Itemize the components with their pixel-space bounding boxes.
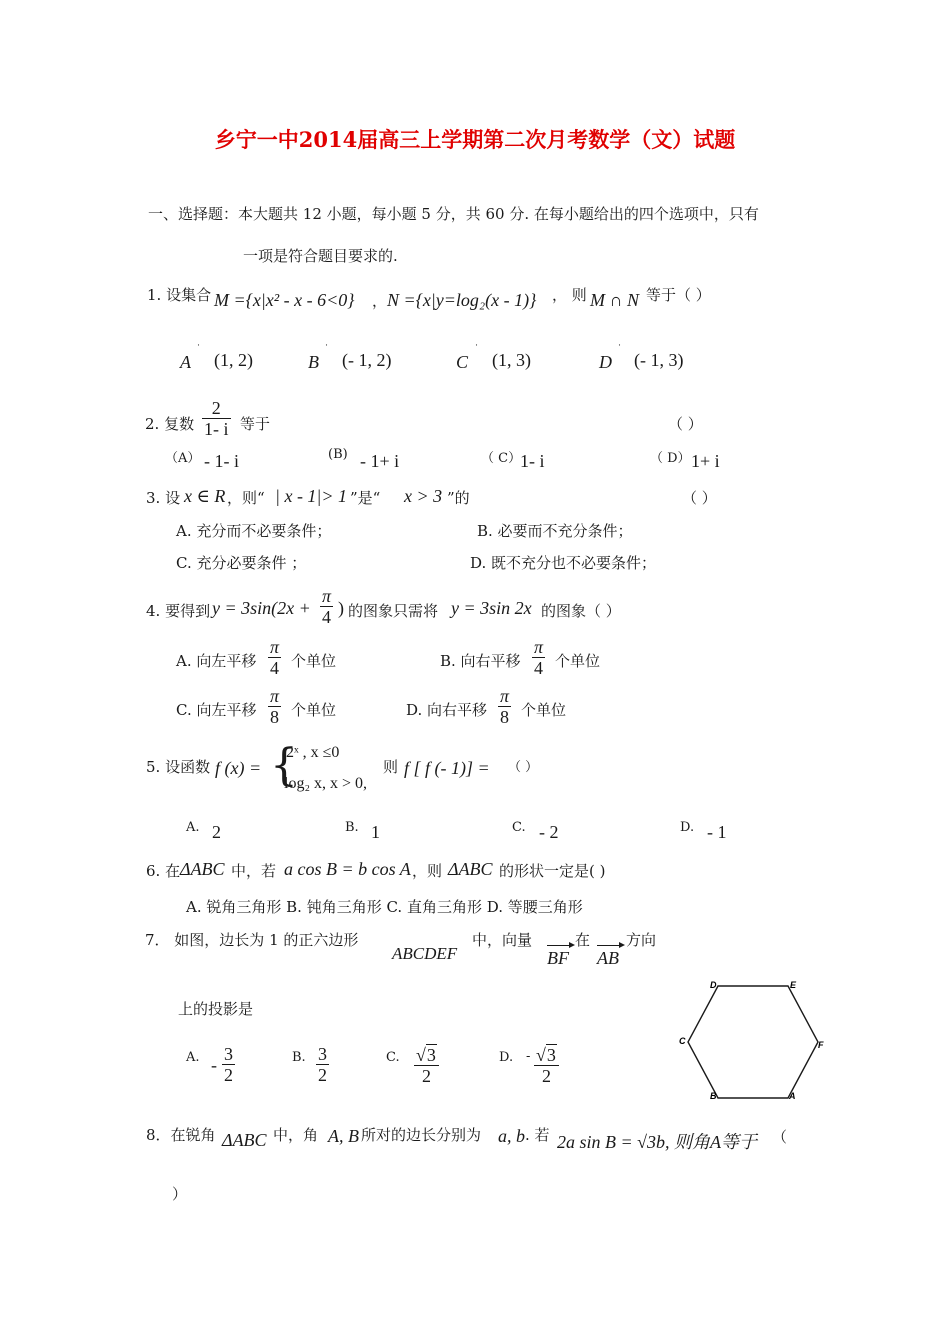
q8-ab: A, B (328, 1126, 359, 1146)
q6-suffix: 的形状一定是( ) (499, 862, 606, 880)
frac-num: 3 (318, 1044, 327, 1064)
q5-opt-a-value: 2 (212, 822, 221, 842)
q4-opt-d: D. 向右平移 (406, 701, 488, 719)
q2-suffix: 等于 (240, 415, 271, 433)
q7-vec1-wrap (547, 948, 569, 969)
q8-tri: ΔABC (222, 1130, 267, 1150)
q1-opt-d-value: (- 1, 3) (634, 350, 684, 370)
q4-paren-close: ) (338, 598, 344, 618)
q4-opt-d-frac (498, 686, 511, 727)
vertex-label-d: D (710, 980, 717, 990)
q1-opt-a-label: A (180, 352, 191, 372)
q7-opt-a-minus: - (211, 1055, 217, 1075)
q7-mid1: 中，向量 (472, 931, 533, 949)
q4-opt-a-unit: 个单位 (291, 652, 337, 670)
q4-opt-c: C. 向左平移 (176, 701, 257, 719)
q5-opt-c-label: C. (512, 820, 526, 835)
q5-opt-b-label: B. (345, 820, 359, 835)
q6-tri: ΔABC (180, 859, 225, 879)
q2-paren: （ ） (668, 415, 703, 433)
q6-mid1: 中，若 (231, 862, 277, 880)
q3-cond2: | x - 1|> 1 (275, 486, 348, 506)
frac-num: π (270, 686, 280, 706)
q4-suffix: 的图象（ ） (541, 602, 621, 620)
q8-mid3: . 若 (525, 1126, 550, 1144)
dot-mark: ˙ (617, 344, 622, 355)
q8-ab2: a, b (498, 1126, 525, 1146)
q2-prefix: 2. 复数 (145, 415, 195, 433)
frac-den: 2 (534, 1065, 559, 1086)
q2-den: 1- i (204, 419, 229, 439)
q8-mid2: 所对的边长分别为 (361, 1126, 482, 1144)
q1-opt-d-label: D (599, 352, 612, 372)
q1-opt-b-value: (- 1, 2) (342, 350, 392, 370)
q3-opt-c: C. 充分必要条件 ； (176, 554, 307, 572)
q1-prefix: 1. 设集合 (147, 286, 212, 304)
q5-prefix: 5. 设函数 (146, 758, 211, 776)
q3-prefix: 3. 设 (146, 489, 181, 507)
q7-vec2: AB (597, 948, 619, 968)
frac-den: 4 (268, 657, 281, 678)
q2-opt-a-label: （A） (165, 451, 201, 466)
vertex-label-b: B (710, 1091, 717, 1101)
q6-options: A. 锐角三角形 B. 钝角三角形 C. 直角三角形 D. 等腰三角形 (186, 898, 583, 916)
q7-hex: ABCDEF (392, 944, 458, 963)
q2-opt-c-label: （ C） (481, 451, 522, 466)
q4-four: 4 (320, 606, 333, 627)
frac-den: 2 (318, 1065, 327, 1085)
page-title: 乡宁一中2014届高三上学期第二次月考数学（文）试题 (214, 127, 736, 152)
q2-fraction (202, 398, 231, 439)
q4-opt-c-frac (268, 686, 281, 727)
q5-paren: （ ） (508, 760, 539, 775)
q2-opt-c-value: 1- i (520, 451, 545, 471)
q5-then: 则 (383, 758, 399, 776)
q4-func1: y = 3sin(2x + (212, 598, 311, 618)
q3-mid2: ”是“ (350, 489, 381, 507)
q6-mid2: ，则 (412, 862, 443, 880)
q4-pi: π (322, 586, 332, 606)
dot-mark: ˙ (196, 344, 201, 355)
q3-cond3: x > 3 (404, 486, 443, 506)
q8-prefix: 8．在锐角 (146, 1126, 216, 1144)
hexagon-figure (676, 978, 826, 1102)
q5-opt-b-value: 1 (371, 822, 380, 842)
frac-num: π (500, 686, 510, 706)
section-instructions-cont: 一项是符合题目要求的. (243, 247, 398, 265)
q2-opt-d-value: 1+ i (691, 451, 720, 471)
q5-expr: f [ f (- 1)] = (404, 758, 490, 778)
q3-mid1: ，则“ (227, 489, 265, 507)
q7-opt-a-frac (222, 1044, 235, 1085)
vertex-label-a: A (789, 1091, 796, 1101)
q1-set-m: M ={x|x² - x - 6<0} (214, 290, 355, 310)
q7-vec2-wrap (597, 948, 619, 969)
sqrt-radicand: 3 (426, 1045, 436, 1065)
q3-cond1: x ∈ R (184, 486, 226, 506)
q7-opt-d-minus: - (526, 1049, 531, 1064)
vertex-label-e: E (790, 980, 797, 990)
q1-opt-c-value: (1, 3) (492, 350, 531, 370)
q7-opt-d-frac: $\frac{√3}{2}$ (534, 1044, 559, 1086)
sqrt-radicand: 3 (546, 1045, 556, 1065)
q6-prefix: 6. 在 (146, 862, 181, 880)
q5-case2: log₂ x, x > 0, (284, 775, 368, 792)
frac-num: 3 (224, 1044, 233, 1064)
frac-den: 2 (224, 1065, 233, 1085)
q4-prefix: 4. 要得到 (146, 602, 211, 620)
q4-opt-b-unit: 个单位 (555, 652, 601, 670)
vertex-label-f: F (818, 1040, 824, 1050)
q5-opt-d-label: D. (680, 820, 695, 835)
piecewise-brace: { (270, 740, 298, 791)
q7-opt-c-label: C. (386, 1050, 400, 1065)
q2-opt-b-label: (B) (328, 447, 348, 462)
q4-opt-a-frac (268, 637, 281, 678)
q7-vec1: BF (547, 948, 569, 968)
q4-opt-b: B. 向右平移 (440, 652, 521, 670)
q8-paren-open: （ (772, 1128, 788, 1146)
q7-opt-b-frac (316, 1044, 329, 1085)
q5-opt-a-label: A. (186, 820, 200, 835)
q5-case1: 2ˣ , x ≤0 (286, 744, 340, 761)
q1-then: ， 则 (552, 286, 587, 304)
q4-opt-b-frac (532, 637, 545, 678)
q7-opt-d-label: D. (499, 1050, 514, 1065)
q7-suffix: 方向 (626, 931, 657, 949)
q7-line2: 上的投影是 (178, 1000, 254, 1018)
q1-comma: ， (372, 292, 388, 310)
q4-mid: 的图象只需将 (348, 602, 439, 620)
vertex-label-c: C (679, 1036, 686, 1046)
q5-opt-d-value: - 1 (707, 822, 727, 842)
q1-set-n: N ={x|y=log₂(x - 1)} (387, 290, 537, 310)
q7-mid2: 在 (575, 931, 591, 949)
frac-den: 8 (268, 706, 281, 727)
q2-opt-b-value: - 1+ i (360, 451, 400, 471)
q5-fx: f (x) = (215, 758, 262, 778)
q3-opt-d: D. 既不充分也不必要条件； (470, 554, 657, 572)
q4-opt-c-unit: 个单位 (291, 701, 337, 719)
q3-opt-a: A. 充分而不必要条件； (176, 522, 332, 540)
q3-mid3: ”的 (447, 489, 470, 507)
q2-opt-d-label: （ D） (650, 451, 691, 466)
q6-tri2: ΔABC (448, 859, 493, 879)
q7-opt-c-frac: $\frac{√3}{2}$ (414, 1044, 439, 1086)
q1-opt-a-value: (1, 2) (214, 350, 253, 370)
frac-num: π (534, 637, 544, 657)
q1-opt-c-label: C (456, 352, 469, 372)
q2-opt-a-value: - 1- i (204, 451, 239, 471)
frac-num: π (270, 637, 280, 657)
q3-opt-b: B. 必要而不充分条件； (477, 522, 633, 540)
q1-opt-b-label: B (308, 352, 319, 372)
q7-opt-a-label: A. (186, 1050, 200, 1065)
q4-opt-a: A. 向左平移 (176, 652, 257, 670)
section-instructions: 一、选择题：本大题共 12 小题，每小题 5 分，共 60 分. 在每小题给出的四个选项中，只有 (148, 205, 759, 223)
frac-den: 8 (498, 706, 511, 727)
q8-paren-close: ） (172, 1185, 188, 1203)
q3-paren: （ ） (682, 489, 717, 507)
q4-func2: y = 3sin 2x (451, 598, 532, 618)
frac-den: 2 (414, 1065, 439, 1086)
q1-expr: M ∩ N (590, 290, 639, 310)
q6-cond: a cos B = b cos A (284, 859, 411, 879)
q8-mid1: 中，角 (273, 1126, 319, 1144)
q7-prefix: 7． 如图，边长为 1 的正六边形 (145, 931, 359, 949)
hexagon-shape (688, 986, 818, 1098)
dot-mark: ˙ (474, 344, 479, 355)
frac-den: 4 (532, 657, 545, 678)
q8-cond: 2a sin B = √3b, 则角A等于 (557, 1132, 758, 1152)
q7-opt-b-label: B. (292, 1050, 306, 1065)
q1-suffix: 等于（ ） (646, 286, 711, 304)
q2-num: 2 (211, 398, 221, 418)
q4-opt-d-unit: 个单位 (521, 701, 567, 719)
q4-fraction (320, 586, 333, 627)
q5-opt-c-value: - 2 (539, 822, 559, 842)
dot-mark: ˙ (324, 344, 329, 355)
